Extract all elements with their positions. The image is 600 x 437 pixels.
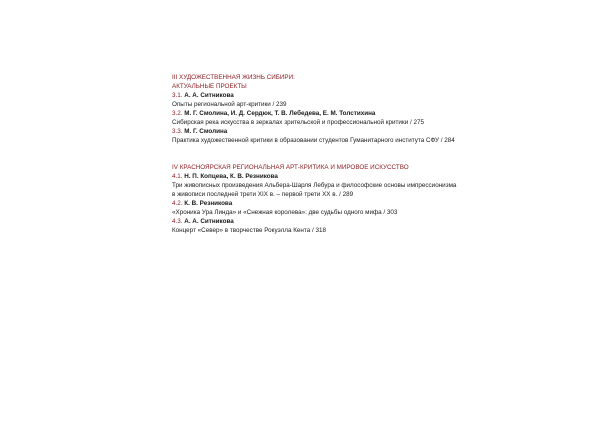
toc-entry xyxy=(172,199,572,217)
entry-title: Три живописных произведения Альбера-Шарля Лебура и философские основы импрессионизма в живописи последней трети XIX в. – первой трети XX в. / 289 xyxy=(172,182,457,198)
entry-title: Сибирская река искусства в зеркалах зрительской и профессиональной критики / 275 xyxy=(172,119,424,126)
entry-authors: А. А. Ситникова xyxy=(184,92,234,99)
section-title: III ХУДОЖЕСТВЕННАЯ ЖИЗНЬ СИБИРИ: АКТУАЛЬНЫЕ ПРОЕКТЫ xyxy=(172,74,295,90)
entry-number: 3.1. xyxy=(172,92,183,99)
entry-authors: М. Г. Смолина xyxy=(184,128,228,135)
entry-number: 3.3. xyxy=(172,128,183,135)
section-3 xyxy=(172,73,572,145)
toc-entry xyxy=(172,217,572,235)
section-4 xyxy=(172,163,572,235)
toc-entry xyxy=(172,172,572,199)
entry-authors: А. А. Ситникова xyxy=(184,218,234,225)
entry-authors: К. В. Резникова xyxy=(184,200,233,207)
toc-entry xyxy=(172,109,572,127)
entry-authors: М. Г. Смолина, И. Д. Сердюк, Т. В. Лебедева, Е. М. Толстихина xyxy=(184,110,376,117)
entry-title: «Хроника Ура Линда» и «Снежная королева»: две судьбы одного мифа / 303 xyxy=(172,209,398,216)
table-of-contents xyxy=(172,73,572,235)
section-title: IV КРАСНОЯРСКАЯ РЕГИОНАЛЬНАЯ АРТ-КРИТИКА И МИРОВОЕ ИСКУССТВО xyxy=(172,164,409,171)
entry-title: Концерт «Север» в творчестве Рокуэлла Кента / 318 xyxy=(172,227,326,234)
entry-number: 3.2. xyxy=(172,110,183,117)
entry-title: Практика художественной критики в образовании студентов Гуманитарного института СФУ / 284 xyxy=(172,137,455,144)
entry-authors: Н. П. Копцева, К. В. Резникова xyxy=(184,173,278,180)
entry-title: Опыты региональной арт-критики / 239 xyxy=(172,101,287,108)
entry-number: 4.2. xyxy=(172,200,183,207)
entry-number: 4.3. xyxy=(172,218,183,225)
entry-number: 4.1. xyxy=(172,173,183,180)
toc-entry xyxy=(172,127,572,145)
toc-entry xyxy=(172,91,572,109)
